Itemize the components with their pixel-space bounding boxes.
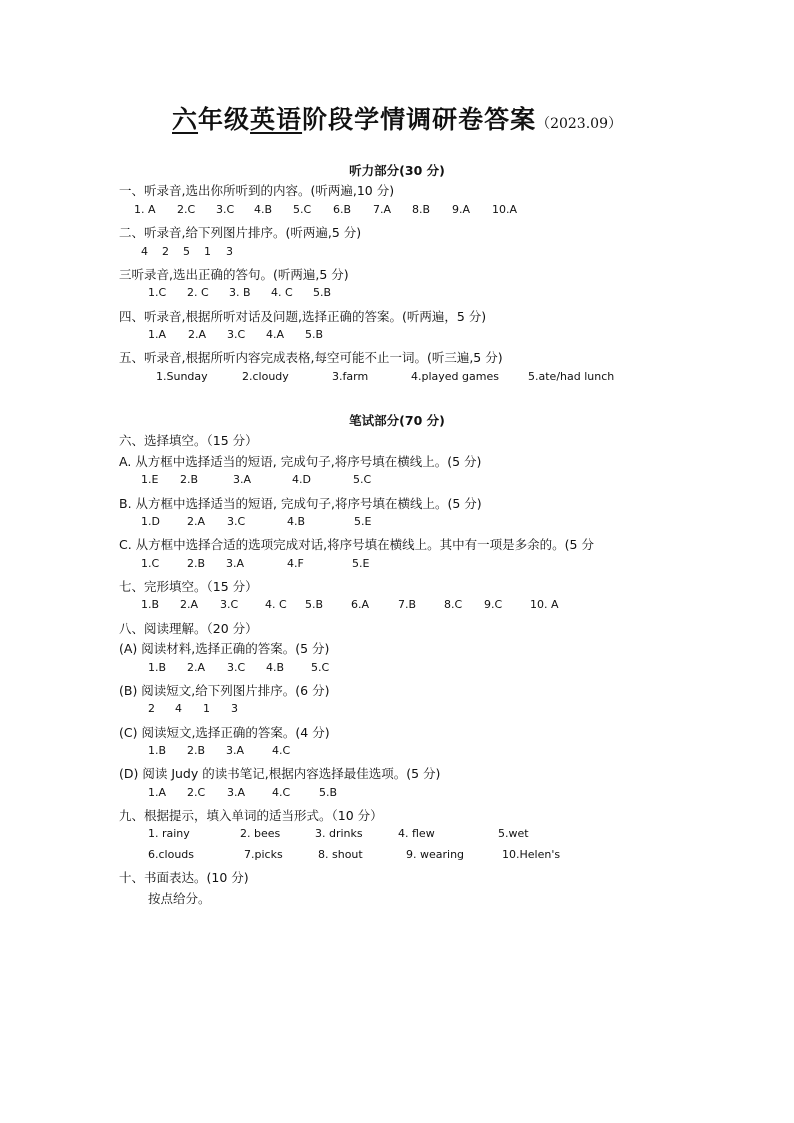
answer-item: 7.B bbox=[398, 598, 417, 611]
answer-item: 4.B bbox=[287, 515, 306, 528]
answer-item: 10. A bbox=[530, 598, 559, 611]
answer-item: 1.B bbox=[148, 661, 167, 674]
q6-instruction: 六、选择填空。（15 分） bbox=[119, 433, 258, 448]
q7-instruction: 七、完形填空。（15 分） bbox=[119, 579, 258, 594]
answer-item: 1 bbox=[204, 245, 211, 258]
answer-item: 4. C bbox=[271, 286, 293, 299]
answer-item: 1.A bbox=[148, 786, 167, 799]
answer-item: 7.picks bbox=[244, 848, 283, 861]
answer-item: 4.F bbox=[287, 557, 304, 570]
answer-item: 3.C bbox=[227, 328, 246, 341]
answer-item: 8.B bbox=[412, 203, 431, 216]
answer-item: 2.A bbox=[188, 328, 207, 341]
answer-item: 5.E bbox=[354, 515, 372, 528]
title-subject: 英语 bbox=[250, 105, 303, 134]
answer-item: 2.B bbox=[180, 473, 199, 486]
q6a-instruction: A. 从方框中选择适当的短语, 完成句子,将序号填在横线上。(5 分) bbox=[119, 454, 482, 469]
answer-item: 5.B bbox=[319, 786, 338, 799]
answer-item: 5.ate/had lunch bbox=[528, 370, 615, 383]
q10-instruction: 十、书面表达。(10 分) bbox=[119, 870, 249, 885]
answer-item: 1. rainy bbox=[148, 827, 190, 840]
answer-item: 4. C bbox=[265, 598, 287, 611]
answer-item: 5.wet bbox=[498, 827, 529, 840]
answer-item: 3. drinks bbox=[315, 827, 363, 840]
answer-item: 7.A bbox=[373, 203, 392, 216]
listening-heading: 听力部分(30 分) bbox=[349, 163, 445, 178]
answer-item: 1.E bbox=[141, 473, 159, 486]
answer-item: 1.B bbox=[141, 598, 160, 611]
title-grade-word: 年级 bbox=[198, 105, 251, 134]
answer-item: 9. wearing bbox=[406, 848, 465, 861]
answer-item: 5.C bbox=[293, 203, 312, 216]
answer-item: 2.C bbox=[187, 786, 206, 799]
q3-instruction: 三听录音,选出正确的答句。(听两遍,5 分) bbox=[119, 267, 349, 282]
q8c-instruction: (C) 阅读短文,选择正确的答案。(4 分) bbox=[119, 725, 330, 740]
answer-item: 5 bbox=[183, 245, 190, 258]
answer-item: 3.A bbox=[226, 744, 245, 757]
answer-item: 3.A bbox=[233, 473, 252, 486]
q8b-instruction: (B) 阅读短文,给下列图片排序。(6 分) bbox=[119, 683, 330, 698]
answer-item: 4.D bbox=[292, 473, 311, 486]
title-grade-number: 六 bbox=[172, 105, 199, 134]
answer-item: 3.C bbox=[227, 661, 246, 674]
answer-item: 3.A bbox=[227, 786, 246, 799]
answer-item: 2 bbox=[148, 702, 155, 715]
answer-item: 2. C bbox=[187, 286, 209, 299]
title-date: （2023.09） bbox=[536, 116, 622, 132]
answer-item: 5.E bbox=[352, 557, 370, 570]
answer-item: 1.Sunday bbox=[156, 370, 208, 383]
answer-item: 2 bbox=[162, 245, 169, 258]
written-heading: 笔试部分(70 分) bbox=[349, 413, 445, 428]
answer-item: 9.C bbox=[484, 598, 503, 611]
q2-instruction: 二、听录音,给下列图片排序。(听两遍,5 分) bbox=[119, 225, 362, 240]
q10-note: 按点给分。 bbox=[148, 891, 211, 906]
answer-item: 1.D bbox=[141, 515, 160, 528]
answer-item: 3.C bbox=[216, 203, 235, 216]
answer-item: 6.B bbox=[333, 203, 352, 216]
answer-item: 5.B bbox=[305, 598, 324, 611]
answer-item: 2.B bbox=[187, 744, 206, 757]
title-rest: 阶段学情调研卷答案 bbox=[302, 105, 537, 134]
q4-instruction: 四、听录音,根据所听对话及问题,选择正确的答案。(听两遍，5 分) bbox=[119, 309, 487, 324]
answer-item: 4.played games bbox=[411, 370, 499, 383]
answer-item: 4.B bbox=[254, 203, 273, 216]
q8d-instruction: (D) 阅读 Judy 的读书笔记,根据内容选择最佳选项。(5 分) bbox=[119, 766, 441, 781]
answer-item: 4 bbox=[175, 702, 182, 715]
answer-item: 5.B bbox=[313, 286, 332, 299]
q6c-instruction: C. 从方框中选择合适的选项完成对话,将序号填在横线上。其中有一项是多余的。(5 分 bbox=[119, 537, 594, 552]
q9-instruction: 九、根据提示，填入单词的适当形式。（10 分） bbox=[119, 808, 383, 823]
answer-item: 3.farm bbox=[332, 370, 369, 383]
answer-item: 3 bbox=[226, 245, 233, 258]
answer-item: 1.C bbox=[148, 286, 167, 299]
answer-item: 8. shout bbox=[318, 848, 363, 861]
answer-item: 2.A bbox=[180, 598, 199, 611]
page-title bbox=[0, 100, 794, 136]
answer-item: 4. flew bbox=[398, 827, 435, 840]
answer-item: 2.B bbox=[187, 557, 206, 570]
answer-item: 4.B bbox=[266, 661, 285, 674]
answer-item: 3.A bbox=[226, 557, 245, 570]
q5-instruction: 五、听录音,根据所听内容完成表格,每空可能不止一词。(听三遍,5 分) bbox=[119, 350, 503, 365]
answer-item: 1.C bbox=[141, 557, 160, 570]
answer-item: 4.C bbox=[272, 786, 291, 799]
q8a-instruction: (A) 阅读材料,选择正确的答案。(5 分) bbox=[119, 641, 330, 656]
answer-item: 2.cloudy bbox=[242, 370, 289, 383]
answer-item: 1.A bbox=[148, 328, 167, 341]
answer-item: 3 bbox=[231, 702, 238, 715]
answer-item: 1. A bbox=[134, 203, 156, 216]
answer-item: 9.A bbox=[452, 203, 471, 216]
answer-item: 2. bees bbox=[240, 827, 281, 840]
answer-item: 4.C bbox=[272, 744, 291, 757]
answer-item: 3.C bbox=[220, 598, 239, 611]
answer-item: 5.B bbox=[305, 328, 324, 341]
answer-item: 3.C bbox=[227, 515, 246, 528]
answer-item: 6.clouds bbox=[148, 848, 195, 861]
answer-item: 10.Helen's bbox=[502, 848, 561, 861]
answer-item: 1 bbox=[203, 702, 210, 715]
answer-item: 2.A bbox=[187, 515, 206, 528]
answer-item: 4 bbox=[141, 245, 148, 258]
answer-item: 8.C bbox=[444, 598, 463, 611]
answer-item: 1.B bbox=[148, 744, 167, 757]
q1-instruction: 一、听录音,选出你所听到的内容。(听两遍,10 分) bbox=[119, 183, 395, 198]
answer-item: 4.A bbox=[266, 328, 285, 341]
q6b-instruction: B. 从方框中选择适当的短语, 完成句子,将序号填在横线上。(5 分) bbox=[119, 496, 482, 511]
answer-item: 10.A bbox=[492, 203, 518, 216]
answer-item: 6.A bbox=[351, 598, 370, 611]
answer-item: 2.A bbox=[187, 661, 206, 674]
answer-item: 2.C bbox=[177, 203, 196, 216]
q8-instruction: 八、阅读理解。（20 分） bbox=[119, 621, 258, 636]
answer-item: 3. B bbox=[229, 286, 251, 299]
answer-item: 5.C bbox=[311, 661, 330, 674]
answer-item: 5.C bbox=[353, 473, 372, 486]
